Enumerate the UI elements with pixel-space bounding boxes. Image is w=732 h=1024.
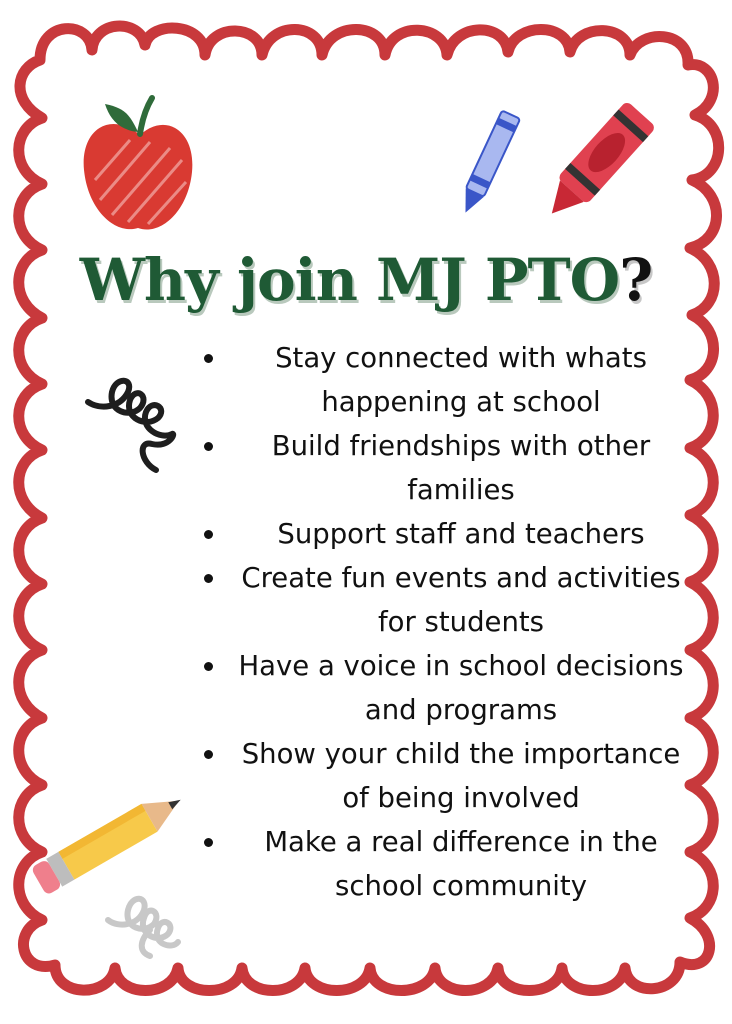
- bullet: [204, 530, 213, 539]
- bullet: [204, 662, 213, 671]
- list-item: [196, 820, 696, 908]
- benefits-list: [196, 336, 696, 908]
- bullet: [204, 750, 213, 759]
- list-item-text: Create fun events and activities for students: [241, 562, 681, 638]
- list-item-text: Build friendships with other families: [271, 430, 651, 506]
- bullet: [204, 838, 213, 847]
- list-item-text: Show your child the importance of being involved: [241, 738, 681, 814]
- title-text: Why join MJ PTO: [79, 246, 620, 314]
- bullet: [204, 574, 213, 583]
- list-item: [196, 424, 696, 512]
- list-item: [196, 556, 696, 644]
- list-item: [196, 644, 696, 732]
- list-item-text: Have a voice in school decisions and programs: [238, 650, 684, 726]
- list-item-text: Support staff and teachers: [277, 518, 645, 550]
- list-item-text: Make a real difference in the school community: [264, 826, 658, 902]
- title-question-mark: ?: [619, 246, 653, 314]
- flyer-title: [0, 246, 732, 314]
- list-item-text: Stay connected with whats happening at school: [275, 342, 647, 418]
- list-item: [196, 512, 696, 556]
- list-item: [196, 732, 696, 820]
- list-item: [196, 336, 696, 424]
- bullet: [204, 354, 213, 363]
- bullet: [204, 442, 213, 451]
